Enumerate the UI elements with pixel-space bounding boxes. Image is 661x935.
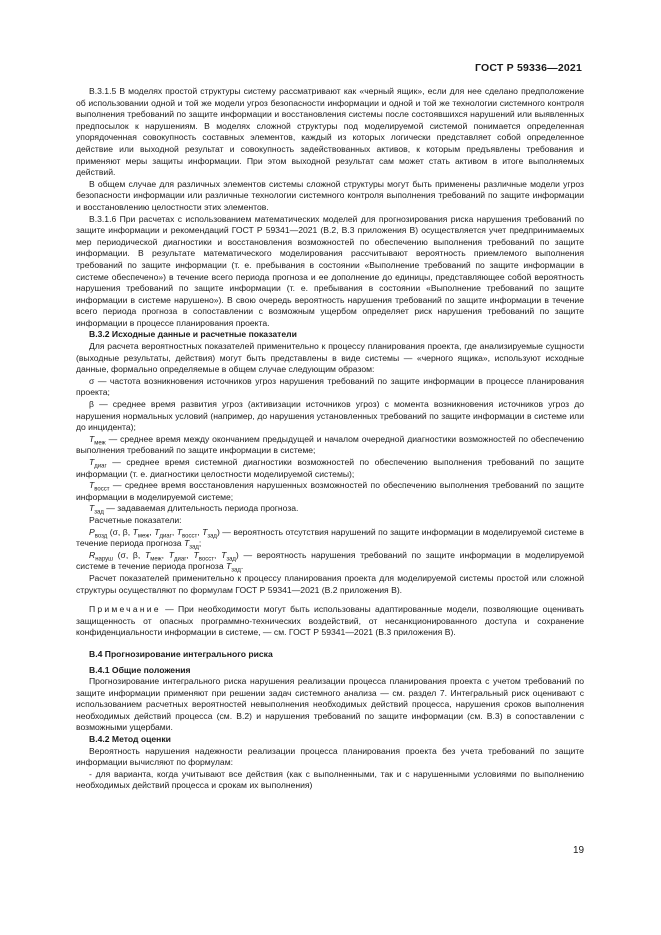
indicator-p-vozd: $P_{возд}$ (σ, β, $T_{меж}$, $T_{диаг}$, $T_{восст}$, $T_{зад}$) — вероятность отсутствия нарушений по защите информации в моделируемой системе в течение периода прогноза $T_{зад}$; [76,526,584,551]
paragraph: В.3.1.5 В моделях простой структуры систему рассматривают как «черный ящик», если для нее сделано предположение об использовании одной и той же модели угроз безопасности информации и одной и той же технологии системного контроля выполнения требований по защите информации и восстановления системы после состоявшихся нарушений или выявленных предпосылок к нарушениям. В моделях сложной структуры под моделируемой системой понимается определенная упорядоченная совокупность составных элементов, каждый из которых логически представляет собой определенное действие или выходной результат и совокупность задействованных активов, к которым предъявлены требования и применяют меры защиты информации. При этом выходной результат сам может стать активом в итоге выполняемых действий. [76,86,584,178]
section-heading: В.3.2 Исходные данные и расчетные показатели [89,329,297,340]
note-label: Примечание [89,604,161,615]
subsection-heading: В.4.2 Метод оценки [89,734,171,745]
subsection-heading: В.4.1 Общие положения [89,664,191,675]
paragraph: Для расчета вероятностных показателей применительно к процессу планирования проекта, где анализируемые сущности (выходные результаты, действия) могут быть представлены в виде системы — «черного ящика», используют исходные данные, формально определяемые в общем случае следующим образом: [76,341,584,375]
document-body [76,86,584,792]
section-heading: В.4 Прогнозирование интегрального риска [89,648,273,659]
definition-beta: β — среднее время развития угроз (активизации источников угроз) с момента возникновения источников угроз до нарушения нормальных условий (например, до нарушения установленных требований по защите информации в системе или до инцидента); [76,399,584,433]
indicator-r-narush: $R_{наруш}$ (σ, β, $T_{меж}$, $T_{диаг}$, $T_{восст}$, $T_{зад}$) — вероятность нарушения требований по защите информации в моделируемой системе в течение периода прогноза $T_{зад}$. [76,549,585,575]
definition-t-vosst: $T_{восст}$ — среднее время восстановления нарушенных возможностей по обеспечению выполнения требований по защите информации в моделируемой системе; [76,480,584,502]
page-number: 19 [573,845,585,856]
note: Примечание — При необходимости могут быть использованы адаптированные модели, позволяющие оценивать защищенность от опасных программно-технических воздействий, от несанкционированного доступа и сохранение конфиденциальности информации в системе, — см. ГОСТ Р 59341—2021 (В.3 приложения В). [76,604,584,638]
paragraph: Вероятность нарушения надежности реализации процесса планирования проекта без учета требований по защите информации вычисляют по формулам: [76,745,584,768]
list-item: - для варианта, когда учитывают все действия (как с выполненными, так и с нарушенными условиями по выполнению необходимых действий процесса и срокам их выполнения) [76,768,584,791]
definition-t-zad: $T_{зад}$ — задаваемая длительность периода прогноза. [89,503,299,517]
paragraph: Прогнозирование интегрального риска нарушения реализации процесса планирования проекта с учетом требований по защите информации применяют при решении задач системного анализа — см. раздел 7. Интегральный риск оценивают с использованием расчетных вероятностей невыполнения необходимых действий процесса, нарушения сроков выполнения необходимых действий процесса (см. В.2) и нарушения требований по защите информации (см. В.3) в сопоставлении с возможными ущербами. [76,676,584,733]
definition-t-mezh: $T_{меж}$ — среднее время между окончанием предыдущей и началом очередной диагностики возможностей по обеспечению выполнения требований по защите информации в системе; [76,433,584,456]
paragraph: В общем случае для различных элементов системы сложной структуры могут быть применены различные модели угроз безопасности информации или различные технологии системного контроля выполнения требований по защите информации и восстановлению целостности этих элементов. [76,178,584,212]
definition-sigma: σ — частота возникновения источников угроз нарушения требований по защите информации в процессе планирования проекта; [76,375,584,398]
document-header: ГОСТ Р 59336—2021 [474,62,582,74]
definition-t-diag: $T_{диаг}$ — среднее время системной диагностики возможностей по обеспечению выполнения требований по защите информации (т. е. диагностики целостности моделируемой системы); [76,457,584,479]
paragraph: Расчет показателей применительно к процессу планирования проекта для моделируемой системы простой или сложной структуры осуществляют по формулам ГОСТ Р 59341—2021 (В.2 приложения В). [76,572,584,595]
paragraph: В.3.1.6 При расчетах с использованием математических моделей для прогнозирования риска нарушения требований по защите информации и рекомендаций ГОСТ Р 59341—2021 (В.2, В.3 приложения В) осуществляется учет предпринимаемых мер периодической диагностики и восстановления возможностей по обеспечению выполнения требований по защите информации. В результате математического моделирования рассчитывают вероятность приемлемого выполнения требований по защите информации (т. е. пребывания в состоянии «Выполнение требований по защите информации в системе обеспечено») в течение всего периода прогноза и ее дополнение до единицы, представляющее собой вероятность нарушения требований по защите информации (т. е. пребывания в состоянии «Выполнение требований по защите информации в системе нарушено»). В свою очередь вероятность нарушения требований по защите информации в течение всего периода прогноза в сопоставлении с возможным ущербом определяет риск нарушения требований по защите информации в процессе планирования проекта. [76,213,584,328]
paragraph: Расчетные показатели: [89,514,182,525]
